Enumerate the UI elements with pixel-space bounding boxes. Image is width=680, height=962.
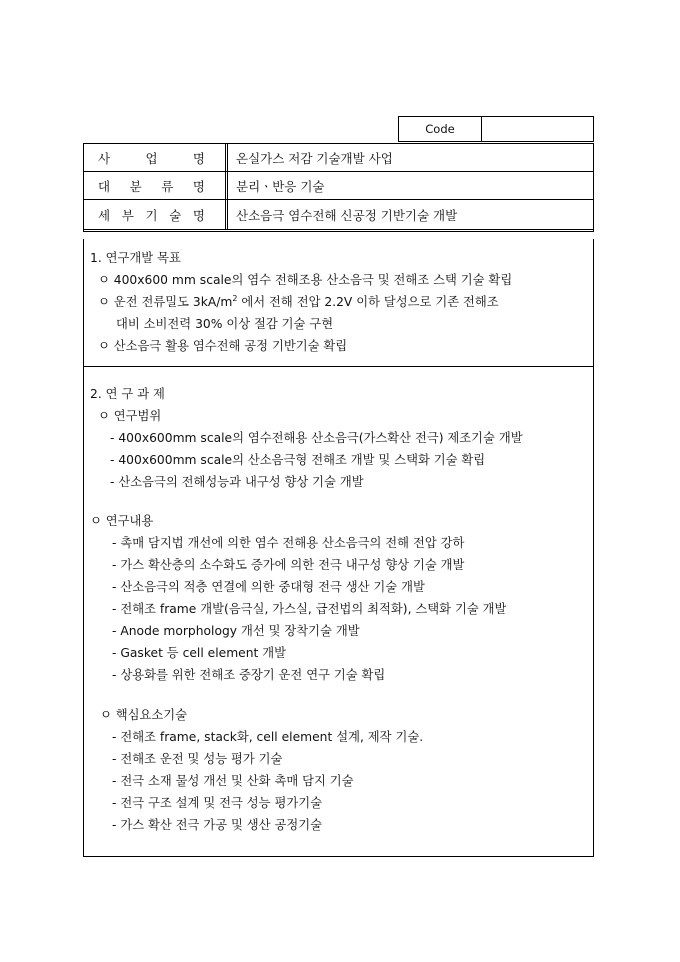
- goal-item-3: ㅇ 산소음극 활용 염수전해 공정 기반기술 확립: [98, 339, 348, 353]
- section-research-tasks: [83, 367, 594, 857]
- core-item-3: - 전극 소재 물성 개선 및 산화 촉매 담지 기술: [112, 774, 354, 788]
- section1-title: 1. 연구개발 목표: [90, 251, 181, 265]
- goal-item-2-cont: 대비 소비전력 30% 이상 절감 기술 구현: [116, 317, 334, 331]
- info-row-project: [84, 144, 593, 172]
- content-item-7: - 상용화를 위한 전해조 중장기 운전 연구 기술 확립: [112, 668, 386, 682]
- core-item-2: - 전해조 운전 및 성능 평가 기술: [112, 752, 283, 766]
- project-info-table: [83, 143, 594, 232]
- core-item-4: - 전극 구조 설계 및 전극 성능 평가기술: [112, 796, 322, 810]
- core-item-1: - 전해조 frame, stack화, cell element 설계, 제작 기술.: [112, 730, 424, 744]
- scope-item-1: - 400x600mm scale의 염수전해용 산소음극(가스확산 전극) 제조기술 개발: [110, 431, 523, 445]
- scope-title: ㅇ 연구범위: [98, 409, 162, 423]
- scope-item-3: - 산소음극의 전해성능과 내구성 향상 기술 개발: [110, 475, 364, 489]
- value-sub-technology: 산소음극 염수전해 신공정 기반기술 개발: [236, 207, 458, 223]
- content-item-3: - 산소음극의 적층 연결에 의한 중대형 전극 생산 기술 개발: [112, 580, 425, 594]
- core-title: ㅇ 핵심요소기술: [100, 708, 188, 722]
- scope-item-2: - 400x600mm scale의 산소음극형 전해조 개발 및 스택화 기술 확립: [110, 453, 486, 467]
- info-row-category: [84, 172, 593, 200]
- section-development-goals: [83, 239, 594, 367]
- label-sub-technology: 세 부 기 술 명: [84, 200, 228, 229]
- info-row-subtech: [84, 200, 593, 232]
- code-box: [398, 116, 594, 142]
- goal-item-1: ㅇ 400x600 mm scale의 염수 전해조용 산소음극 및 전해조 스택 기술 확립: [98, 273, 513, 287]
- content-title: ㅇ 연구내용: [90, 514, 154, 528]
- core-item-5: - 가스 확산 전극 가공 및 생산 공정기술: [112, 818, 322, 832]
- code-label: Code: [399, 117, 482, 141]
- content-item-2: - 가스 확산층의 소수화도 증가에 의한 전극 내구성 향상 기술 개발: [112, 558, 465, 572]
- content-item-6: - Gasket 등 cell element 개발: [112, 646, 287, 660]
- label-project-name: 사 업 명: [84, 144, 228, 171]
- goal-item-2: ㅇ 운전 전류밀도 $3kA/m^2$ 에서 전해 전압 2.2V 이하 달성으로 기존 전해조: [98, 293, 499, 309]
- content-item-4: - 전해조 frame 개발(음극실, 가스실, 급전법의 최적화), 스택화 기술 개발: [112, 602, 507, 616]
- value-project-name: 온실가스 저감 기술개발 사업: [236, 150, 393, 166]
- value-main-category: 분리ㆍ반응 기술: [236, 178, 325, 194]
- section2-title: 2. 연 구 과 제: [90, 387, 165, 401]
- code-value: [482, 117, 593, 141]
- content-item-5: - Anode morphology 개선 및 장착기술 개발: [112, 624, 360, 638]
- label-main-category: 대 분 류 명: [84, 172, 228, 199]
- content-item-1: - 촉매 담지법 개선에 의한 염수 전해용 산소음극의 전해 전압 강하: [112, 536, 465, 550]
